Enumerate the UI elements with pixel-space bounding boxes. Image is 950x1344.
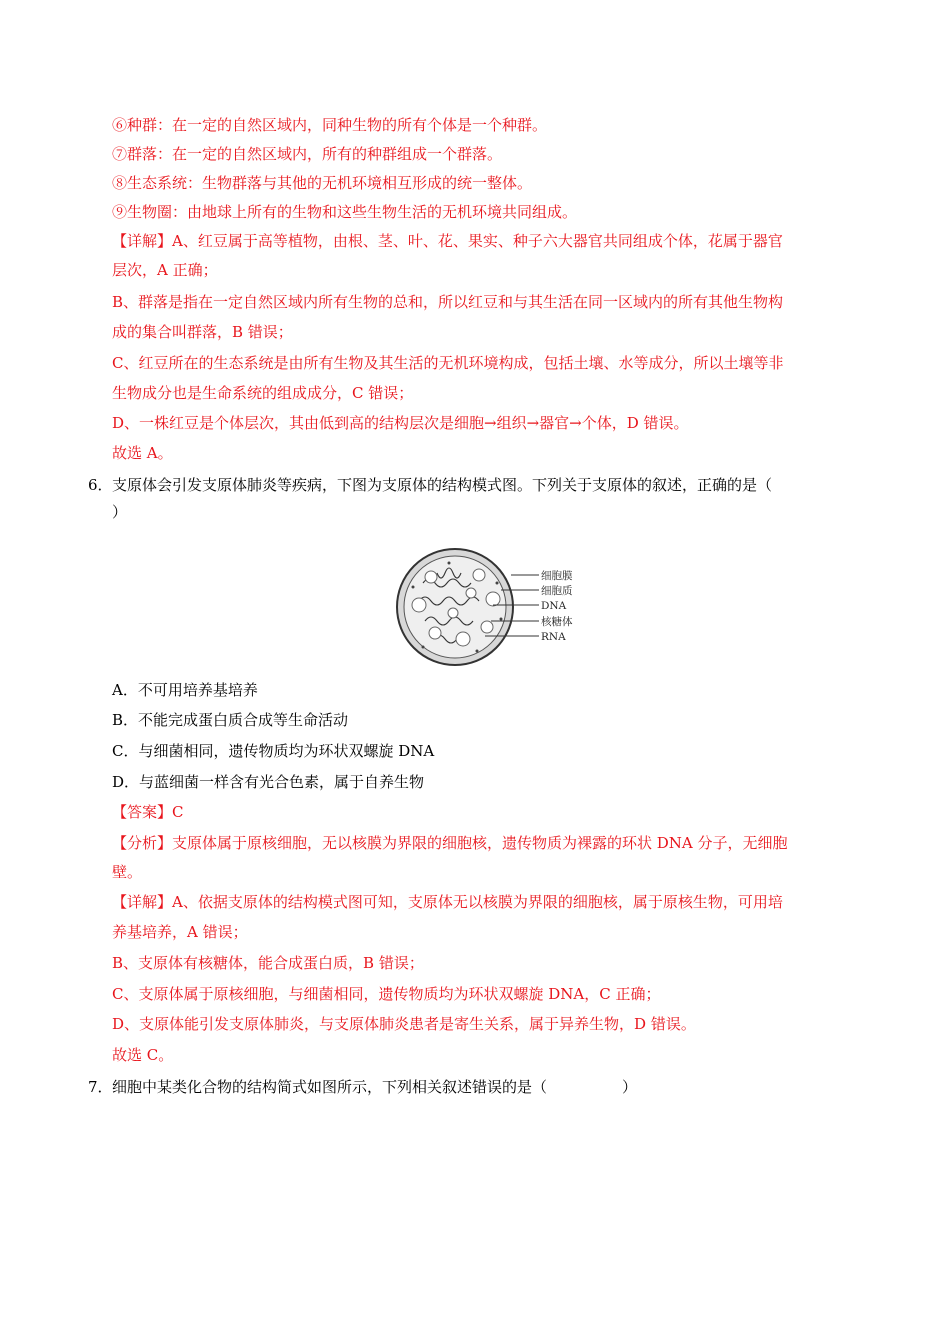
detail-line: B、支原体有核糖体，能合成蛋白质，B 错误； [112, 954, 424, 972]
definition-line: ⑥种群：在一定的自然区域内，同种生物的所有个体是一个种群。 [112, 116, 548, 134]
option-a: A．不可用培养基培养 [112, 681, 258, 699]
definition-line: ⑨生物圈：由地球上所有的生物和这些生物生活的无机环境共同组成。 [112, 203, 578, 221]
detail-line: D、支原体能引发支原体肺炎，与支原体肺炎患者是寄生关系，属于异养生物，D 错误。 [112, 1015, 696, 1033]
question-number: 6． [88, 476, 113, 494]
detail-line: 生物成分也是生命系统的组成成分，C 错误； [112, 384, 414, 402]
detail-line: D、一株红豆是个体层次，其由低到高的结构层次是细胞→组织→器官→个体，D 错误。 [112, 414, 689, 432]
detail-line: 故选 A。 [112, 444, 173, 462]
question-stem: 支原体会引发支原体肺炎等疾病，下图为支原体的结构模式图。下列关于支原体的叙述，正确的是（ [112, 476, 773, 494]
definition-line: ⑧生态系统：生物群落与其他的无机环境相互形成的统一整体。 [112, 174, 533, 192]
option-d: D．与蓝细菌一样含有光合色素，属于自养生物 [112, 773, 425, 791]
question-number: 7． [88, 1078, 113, 1096]
detail-line: 养基培养，A 错误； [112, 923, 248, 941]
detail-line: 【详解】A、红豆属于高等植物，由根、茎、叶、花、果实、种子六大器官共同组成个体，花属于器官 [112, 232, 783, 250]
detail-line: 成的集合叫群落，B 错误； [112, 323, 293, 341]
mycoplasma-structure-diagram [393, 543, 593, 671]
question-stem: ） [112, 503, 128, 521]
label-rna: RNA [541, 631, 566, 643]
analysis-line: 【分析】支原体属于原核细胞，无以核膜为界限的细胞核，遗传物质为裸露的环状 DNA 分子，无细胞 [112, 834, 788, 852]
detail-line: C、支原体属于原核细胞，与细菌相同，遗传物质均为环状双螺旋 DNA，C 正确； [112, 985, 661, 1003]
definition-line: ⑦群落：在一定的自然区域内，所有的种群组成一个群落。 [112, 145, 503, 163]
detail-line: 【详解】A、依据支原体的结构模式图可知，支原体无以核膜为界限的细胞核，属于原核生物，可用培 [112, 893, 783, 911]
answer-line: 【答案】C [112, 803, 184, 821]
option-b: B．不能完成蛋白质合成等生命活动 [112, 711, 349, 729]
label-dna: DNA [541, 600, 567, 612]
analysis-line: 壁。 [112, 863, 143, 881]
mycoplasma-diagram-svg [393, 543, 593, 671]
option-c: C．与细菌相同，遗传物质均为环状双螺旋 DNA [112, 742, 435, 760]
detail-line: 故选 C。 [112, 1046, 174, 1064]
label-cytoplasm: 细胞质 [541, 585, 573, 597]
detail-line: B、群落是指在一定自然区域内所有生物的总和，所以红豆和与其生活在同一区域内的所有其他生物构 [112, 293, 784, 311]
detail-line: C、红豆所在的生态系统是由所有生物及其生活的无机环境构成，包括土壤、水等成分，所以土壤等非 [112, 354, 784, 372]
label-cell-membrane: 细胞膜 [541, 570, 573, 582]
label-ribosome: 核糖体 [541, 616, 573, 628]
detail-line: 层次，A 正确； [112, 261, 218, 279]
question-stem: 细胞中某类化合物的结构简式如图所示，下列相关叙述错误的是（ ） [112, 1078, 638, 1096]
